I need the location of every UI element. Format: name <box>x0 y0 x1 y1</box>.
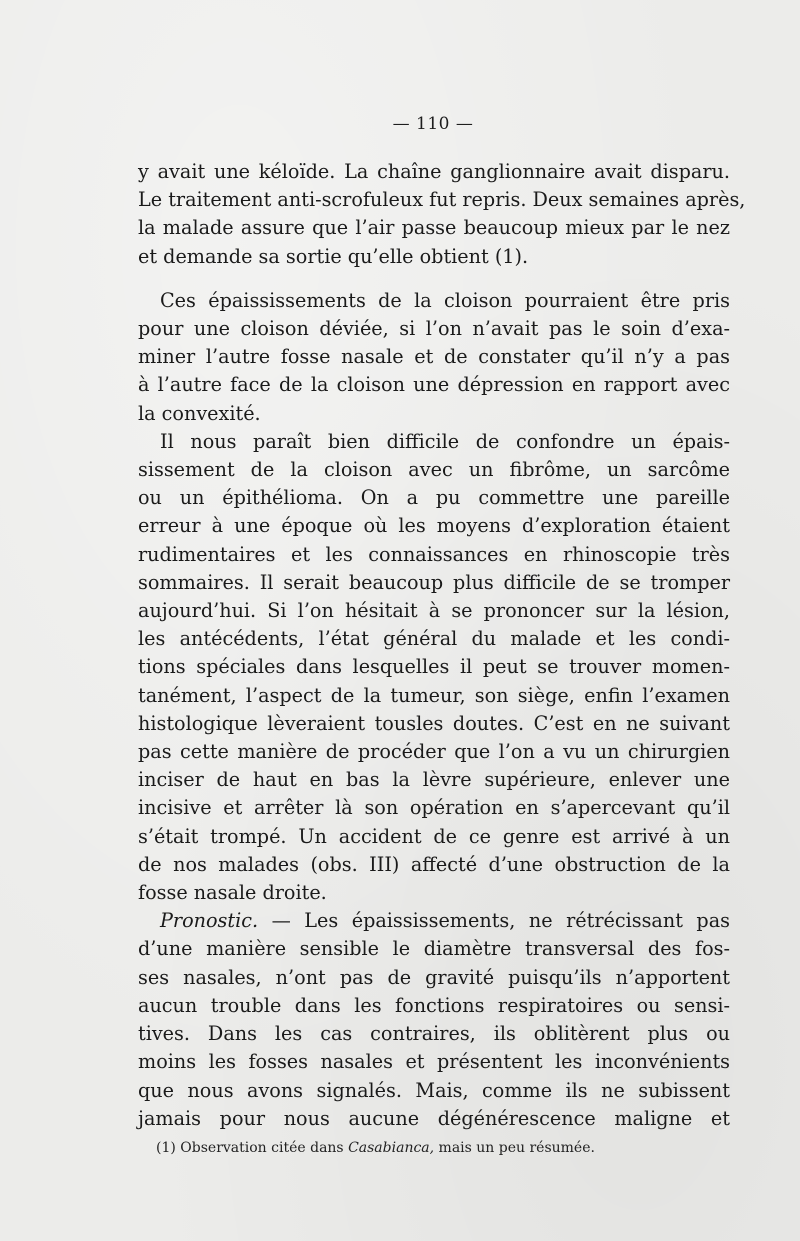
footnote <box>156 1140 716 1156</box>
text-line: ses nasales, n’ont pas de gravité puisqu’ils n’apportent <box>138 965 730 989</box>
text-line: la malade assure que l’air passe beaucoup mieux par le nez <box>138 216 730 240</box>
text-line: y avait une kéloïde. La chaîne ganglionnaire avait disparu. <box>138 160 730 183</box>
text-line: et demande sa sortie qu’elle obtient (1). <box>138 244 529 268</box>
text-line: histologique lèveraient tousles doutes. C’est en ne suivant <box>138 711 730 735</box>
footnote-prefix: (1) Observation citée dans <box>156 1140 349 1156</box>
text-line: à l’autre face de la cloison une dépression en rapport avec <box>138 373 730 397</box>
paragraph <box>138 158 746 271</box>
text-line: aucun trouble dans les fonctions respiratoires ou sensi- <box>138 993 730 1017</box>
paragraph <box>138 428 730 907</box>
text-line: Ces épaississements de la cloison pourraient être pris <box>160 288 730 312</box>
body-text <box>138 158 746 1133</box>
text-line: ou un épithélioma. On a pu commettre une pareille <box>138 486 730 510</box>
text-line: Il nous paraît bien difficile de confondre un épais- <box>160 429 730 453</box>
paragraph-gap <box>138 271 730 287</box>
text-line: que nous avons signalés. Mais, comme ils ne subissent <box>138 1078 730 1102</box>
text-line: tions spéciales dans lesquelles il peut se trouver momen- <box>138 655 730 679</box>
page-number: — 110 — <box>392 114 474 134</box>
footnote-suffix: mais un peu résumée. <box>434 1140 595 1156</box>
text-line: sissement de la cloison avec un fibrôme, un sarcôme <box>138 458 730 482</box>
paragraph <box>138 287 730 428</box>
text-line <box>138 907 730 935</box>
text-line: de nos malades (obs. III) affecté d’une obstruction de la <box>138 852 730 876</box>
text-fragment: — Les épaississements, ne rétrécissant pas <box>258 909 730 933</box>
text-line: moins les fosses nasales et présentent les inconvénients <box>138 1050 730 1074</box>
paragraph <box>138 907 730 1133</box>
text-line: les antécédents, l’état général du malade et les condi- <box>138 627 730 651</box>
section-heading-pronostic: Pronostic. <box>160 909 259 933</box>
text-line: aujourd’hui. Si l’on hésitait à se prononcer sur la lésion, <box>138 599 730 623</box>
text-line: sommaires. Il serait beaucoup plus difficile de se tromper <box>138 570 730 594</box>
text-line: rudimentaires et les connaissances en rhinoscopie très <box>138 542 730 566</box>
text-line: inciser de haut en bas la lèvre supérieure, enlever une <box>138 768 730 792</box>
text-line: fosse nasale droite. <box>138 881 327 905</box>
text-line: jamais pour nous aucune dégénérescence maligne et <box>138 1106 730 1130</box>
text-line: s’était trompé. Un accident de ce genre est arrivé à un <box>138 824 730 848</box>
text-line: pas cette manière de procéder que l’on a vu un chirurgien <box>138 740 730 764</box>
text-line: Le traitement anti-scrofuleux fut repris. Deux semaines après, <box>138 188 746 212</box>
text-line: miner l’autre fosse nasale et de constater qu’il n’y a pas <box>138 345 730 369</box>
text-line: erreur à une époque où les moyens d’exploration étaient <box>138 514 730 538</box>
text-line: la convexité. <box>138 401 261 425</box>
text-line: tanément, l’aspect de la tumeur, son siège, enfin l’examen <box>138 683 730 707</box>
footnote-source: Casabianca, <box>348 1140 435 1156</box>
text-line: d’une manière sensible le diamètre transversal des fos- <box>138 937 730 961</box>
text-line: tives. Dans les cas contraires, ils oblitèrent plus ou <box>138 1022 730 1046</box>
text-line: incisive et arrêter là son opération en s’apercevant qu’il <box>138 796 730 820</box>
text-line: pour une cloison déviée, si l’on n’avait pas le soin d’exa- <box>138 317 730 341</box>
